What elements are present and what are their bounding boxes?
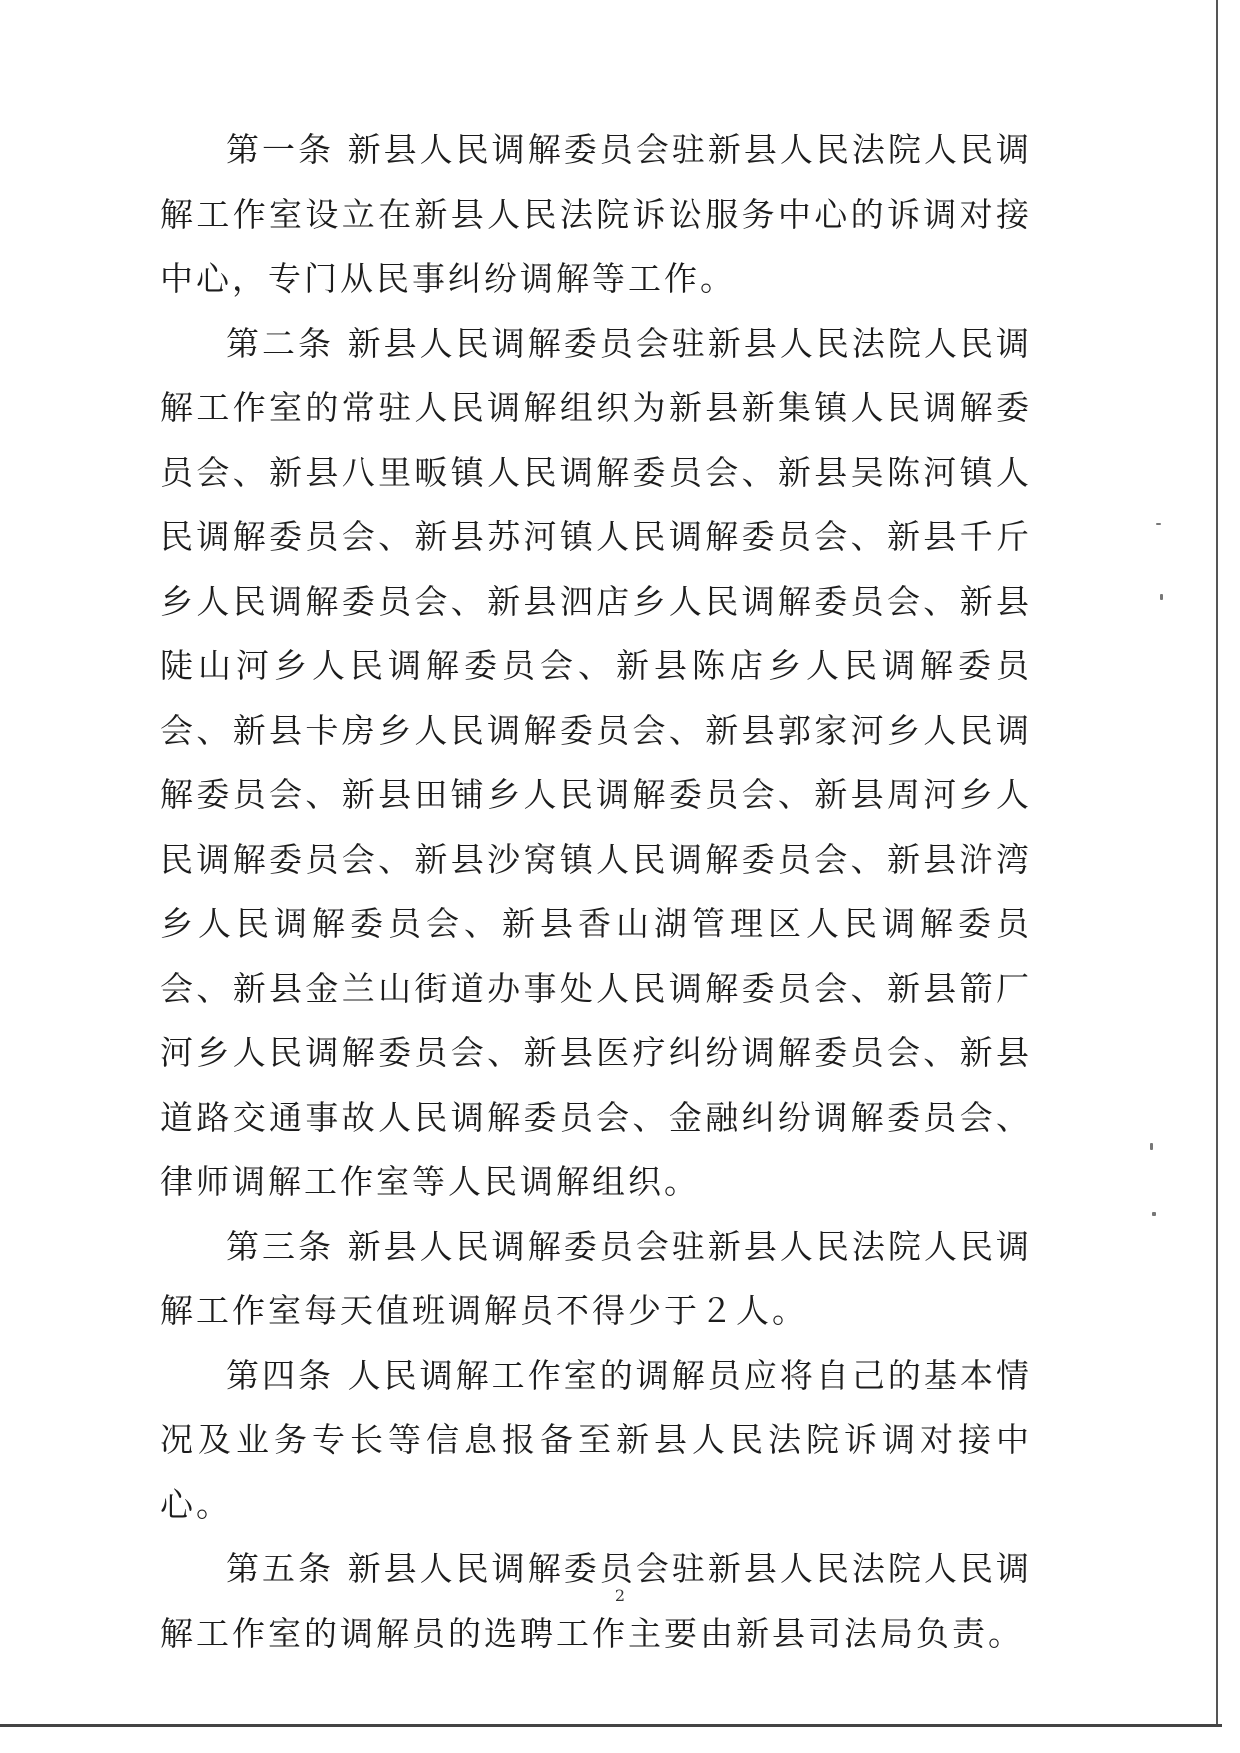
scan-speck xyxy=(1152,1212,1156,1216)
article-4: 第四条 人民调解工作室的调解员应将自己的基本情况及业务专长等信息报备至新县人民法院诉调对接中心。 xyxy=(160,1355,1032,1524)
scan-speck xyxy=(1156,523,1161,525)
document-body xyxy=(160,118,1032,1666)
article-2: 第二条 新县人民调解委员会驻新县人民法院人民调解工作室的常驻人民调解组织为新县新集镇人民调解委员会、新县八里畈镇人民调解委员会、新县吴陈河镇人民调解委员会、新县苏河镇人民调解委员会、新县千斤乡人民调解委员会、新县泗店乡人民调解委员会、新县陡山河乡人民调解委员会、新县陈店乡人民调解委员会、新县卡房乡人民调解委员会、新县郭家河乡人民调解委员会、新县田铺乡人民调解委员会、新县周河乡人民调解委员会、新县沙窝镇人民调解委员会、新县浒湾乡人民调解委员会、新县香山湖管理区人民调解委员会、新县金兰山街道办事处人民调解委员会、新县箭厂河乡人民调解委员会、新县医疗纠纷调解委员会、新县道路交通事故人民调解委员会、金融纠纷调解委员会、律师调解工作室等人民调解组织。 xyxy=(160,323,1032,1201)
scan-speck xyxy=(1150,1143,1153,1150)
article-3: 第三条 新县人民调解委员会驻新县人民法院人民调解工作室每天值班调解员不得少于２人。 xyxy=(160,1226,1032,1330)
scan-speck xyxy=(1160,594,1163,600)
article-1: 第一条 新县人民调解委员会驻新县人民法院人民调解工作室设立在新县人民法院诉讼服务中心的诉调对接中心，专门从民事纠纷调解等工作。 xyxy=(160,130,1032,298)
page-number: 2 xyxy=(614,1586,626,1605)
article-5: 第五条 新县人民调解委员会驻新县人民法院人民调解工作室的调解员的选聘工作主要由新县司法局负责。 xyxy=(160,1549,1032,1653)
scan-edge-bottom xyxy=(0,1724,1222,1727)
scan-edge-right xyxy=(1216,0,1218,1725)
